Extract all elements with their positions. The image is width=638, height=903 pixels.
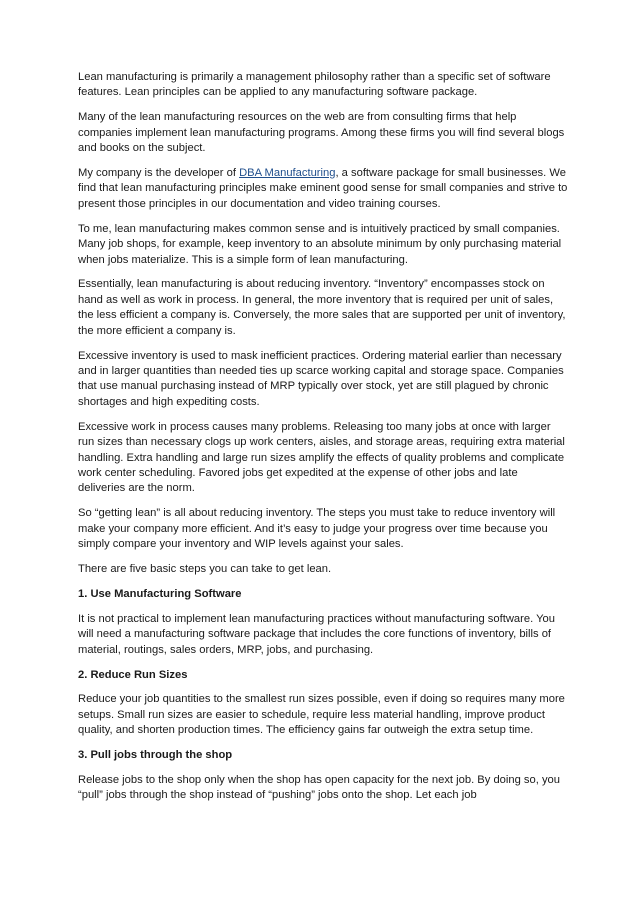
paragraph-company-text-before: My company is the developer of — [78, 167, 240, 180]
paragraph-company-text-after: , a software package for small businesses. We find that lean manufacturing principles make eminent good sense for small companies and strive to present those principles in our documentation and video training courses. — [78, 167, 568, 210]
heading-step-2: 2. Reduce Run Sizes — [78, 668, 188, 681]
heading-step-3: 3. Pull jobs through the shop — [78, 749, 233, 762]
paragraph-excessive-inventory: Excessive inventory is used to mask inefficient practices. Ordering material earlier than necessary and in larger quantities than needed ties up scarce working capital and storage space. Companies that use manual purchasing instead of MRP typically over stock, yet are still plagued by chronic shortages and high expediting costs. — [78, 349, 564, 408]
paragraph-company — [78, 166, 568, 212]
paragraph-excessive-wip: Excessive work in process causes many problems. Releasing too many jobs at once with larger run sizes than necessary clogs up work centers, aisles, and storage areas, requiring extra material handling. Extra handling and large run sizes amplify the effects of quality problems and complicate work center scheduling. Favored jobs get expedited at the expense of other jobs and late deliveries are the norm. — [78, 420, 565, 495]
paragraph-step-2: Reduce your job quantities to the smallest run sizes possible, even if doing so requires many more setups. Small run sizes are easier to schedule, require less material handling, improve product quality, and shorten production times. The efficiency gains far outweigh the extra setup time. — [78, 693, 565, 737]
document-page — [78, 70, 568, 813]
paragraph-five-steps: There are five basic steps you can take to get lean. — [78, 562, 332, 575]
paragraph-step-1: It is not practical to implement lean manufacturing practices without manufacturing software. You will need a manufacturing software package that includes the core functions of inventory, bills of material, routings, sales orders, MRP, jobs, and purchasing. — [78, 612, 555, 656]
paragraph-reducing-inventory: Essentially, lean manufacturing is about reducing inventory. “Inventory” encompasses stock on hand as well as work in process. In general, the more inventory that is required per unit of sales, the less efficient a company is. Conversely, the more sales that are supported per unit of inventory, the more efficient a company is. — [78, 278, 566, 337]
paragraph-intro: Lean manufacturing is primarily a management philosophy rather than a specific set of software features. Lean principles can be applied to any manufacturing software package. — [78, 71, 551, 99]
dba-manufacturing-link[interactable]: DBA Manufacturing — [239, 167, 336, 180]
paragraph-getting-lean: So “getting lean” is all about reducing inventory. The steps you must take to reduce inventory will make your company more efficient. And it’s easy to judge your progress over time because you simply compare your inventory and WIP levels against your sales. — [78, 507, 556, 551]
paragraph-resources: Many of the lean manufacturing resources on the web are from consulting firms that help companies implement lean manufacturing programs. Among these firms you will find several blogs and books on the subject. — [78, 111, 565, 155]
paragraph-step-3: Release jobs to the shop only when the shop has open capacity for the next job. By doing so, you “pull” jobs through the shop instead of “pushing” jobs onto the shop. Let each job — [78, 774, 560, 802]
heading-step-1: 1. Use Manufacturing Software — [78, 587, 242, 600]
paragraph-common-sense: To me, lean manufacturing makes common sense and is intuitively practiced by small companies. Many job shops, for example, keep inventory to an absolute minimum by only purchasing material when jobs materialize. This is a simple form of lean manufacturing. — [78, 222, 562, 266]
